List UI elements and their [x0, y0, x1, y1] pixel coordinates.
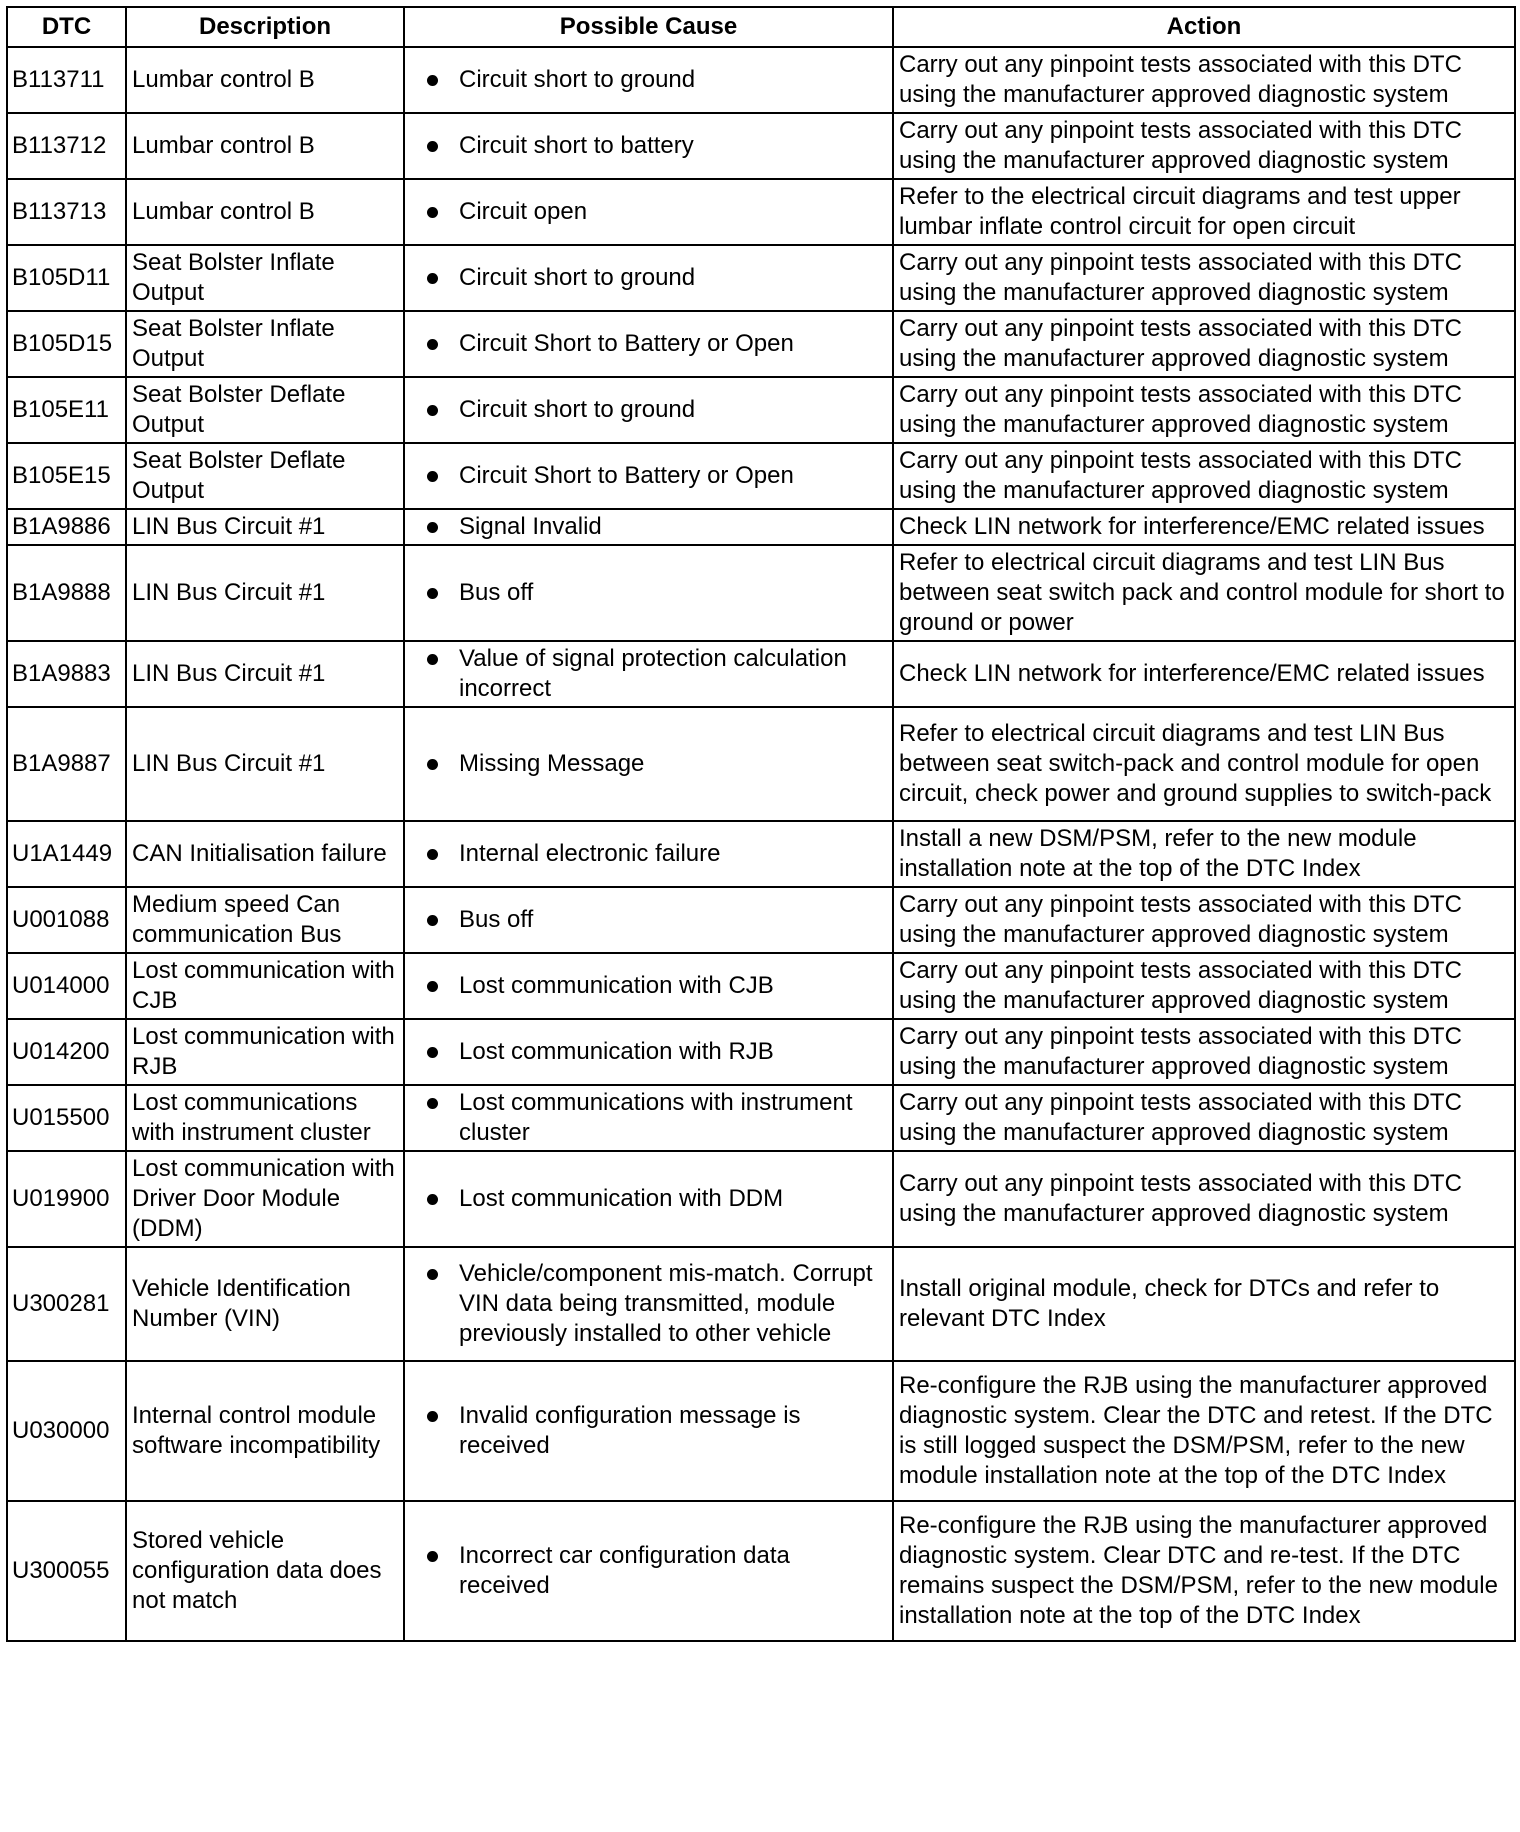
cause-text: Circuit Short to Battery or Open [459, 462, 794, 489]
cell-action: Re-configure the RJB using the manufacturer approved diagnostic system. Clear the DTC and retest. If the DTC is still logged suspect the DSM/PSM, refer to the new module installation note at the top of the DTC Index [893, 1361, 1515, 1501]
cause-text: Circuit Short to Battery or Open [459, 330, 794, 357]
table-row [7, 311, 1515, 377]
cell-possible-cause [404, 641, 893, 707]
cell-possible-cause [404, 311, 893, 377]
table-row [7, 1085, 1515, 1151]
cell-description: Seat Bolster Deflate Output [126, 377, 404, 443]
cause-bullet-item [427, 1541, 887, 1601]
cause-text: Circuit short to battery [459, 132, 694, 159]
cause-text: Value of signal protection calculation incorrect [459, 645, 847, 702]
cell-dtc-code: B1A9886 [7, 509, 126, 545]
cause-bullet-item [427, 263, 887, 293]
cause-text: Bus off [459, 579, 534, 606]
cell-action: Carry out any pinpoint tests associated with this DTC using the manufacturer approved diagnostic system [893, 245, 1515, 311]
table-row [7, 641, 1515, 707]
table-row [7, 1361, 1515, 1501]
cell-possible-cause [404, 707, 893, 821]
cell-action: Carry out any pinpoint tests associated with this DTC using the manufacturer approved diagnostic system [893, 311, 1515, 377]
cell-description: Stored vehicle configuration data does not match [126, 1501, 404, 1641]
cell-possible-cause [404, 953, 893, 1019]
cause-bullet-item [427, 578, 887, 608]
cell-action: Re-configure the RJB using the manufacturer approved diagnostic system. Clear DTC and re-test. If the DTC remains suspect the DSM/PSM, refer to the new module installation note at the top of the DTC Index [893, 1501, 1515, 1641]
cell-dtc-code: U030000 [7, 1361, 126, 1501]
table-row [7, 887, 1515, 953]
cause-text: Vehicle/component mis-match. Corrupt VIN data being transmitted, module previously installed to other vehicle [459, 1260, 873, 1347]
header-description: Description [126, 7, 404, 47]
table-header-row [7, 7, 1515, 47]
cell-action: Install original module, check for DTCs and refer to relevant DTC Index [893, 1247, 1515, 1361]
cause-bullet-item [427, 1259, 887, 1349]
cause-bullet-item [427, 1184, 887, 1214]
bullet-icon [427, 405, 438, 416]
cell-possible-cause [404, 1361, 893, 1501]
cell-action: Carry out any pinpoint tests associated with this DTC using the manufacturer approved diagnostic system [893, 47, 1515, 113]
cell-action: Check LIN network for interference/EMC related issues [893, 641, 1515, 707]
cause-text: Missing Message [459, 750, 645, 777]
cell-dtc-code: U001088 [7, 887, 126, 953]
cause-bullet-item [427, 512, 887, 542]
cause-bullet-item [427, 65, 887, 95]
cell-action: Carry out any pinpoint tests associated with this DTC using the manufacturer approved diagnostic system [893, 377, 1515, 443]
cause-text: Invalid configuration message is received [459, 1402, 801, 1459]
cell-action: Install a new DSM/PSM, refer to the new module installation note at the top of the DTC Index [893, 821, 1515, 887]
cell-dtc-code: U014000 [7, 953, 126, 1019]
table-row [7, 1247, 1515, 1361]
cell-description: LIN Bus Circuit #1 [126, 707, 404, 821]
cause-bullet-item [427, 1037, 887, 1067]
bullet-icon [427, 1194, 438, 1205]
table-row [7, 707, 1515, 821]
cause-bullet-item [427, 329, 887, 359]
cell-description: Internal control module software incompatibility [126, 1361, 404, 1501]
cell-description: Lost communications with instrument cluster [126, 1085, 404, 1151]
bullet-icon [427, 588, 438, 599]
cell-possible-cause [404, 1019, 893, 1085]
cell-possible-cause [404, 113, 893, 179]
cell-possible-cause [404, 887, 893, 953]
cell-description: Seat Bolster Deflate Output [126, 443, 404, 509]
cell-possible-cause [404, 1247, 893, 1361]
bullet-icon [427, 654, 438, 665]
cell-description: LIN Bus Circuit #1 [126, 509, 404, 545]
cause-text: Lost communications with instrument cluster [459, 1089, 853, 1146]
table-row [7, 1151, 1515, 1247]
cell-action: Carry out any pinpoint tests associated with this DTC using the manufacturer approved diagnostic system [893, 1019, 1515, 1085]
cell-description: CAN Initialisation failure [126, 821, 404, 887]
cell-dtc-code: B105D11 [7, 245, 126, 311]
bullet-icon [427, 1098, 438, 1109]
table-row [7, 545, 1515, 641]
cell-action: Carry out any pinpoint tests associated with this DTC using the manufacturer approved diagnostic system [893, 953, 1515, 1019]
cause-bullet-item [427, 461, 887, 491]
table-row [7, 113, 1515, 179]
cell-action: Refer to the electrical circuit diagrams and test upper lumbar inflate control circuit for open circuit [893, 179, 1515, 245]
cell-action: Carry out any pinpoint tests associated with this DTC using the manufacturer approved diagnostic system [893, 443, 1515, 509]
bullet-icon [427, 981, 438, 992]
cell-dtc-code: B113711 [7, 47, 126, 113]
cause-bullet-item [427, 644, 887, 704]
table-row [7, 179, 1515, 245]
cell-description: Seat Bolster Inflate Output [126, 245, 404, 311]
cell-dtc-code: B1A9888 [7, 545, 126, 641]
cell-description: LIN Bus Circuit #1 [126, 545, 404, 641]
table-row [7, 377, 1515, 443]
cause-bullet-item [427, 839, 887, 869]
cell-dtc-code: B105E15 [7, 443, 126, 509]
header-action: Action [893, 7, 1515, 47]
bullet-icon [427, 141, 438, 152]
cell-action: Carry out any pinpoint tests associated with this DTC using the manufacturer approved diagnostic system [893, 1151, 1515, 1247]
cell-possible-cause [404, 1085, 893, 1151]
cause-bullet-item [427, 971, 887, 1001]
cause-bullet-item [427, 905, 887, 935]
cell-action: Refer to electrical circuit diagrams and test LIN Bus between seat switch pack and control module for short to ground or power [893, 545, 1515, 641]
table-row [7, 1501, 1515, 1641]
cause-text: Lost communication with DDM [459, 1185, 784, 1212]
bullet-icon [427, 1551, 438, 1562]
cause-text: Circuit short to ground [459, 396, 696, 423]
cell-dtc-code: B113713 [7, 179, 126, 245]
cause-bullet-item [427, 197, 887, 227]
cell-possible-cause [404, 443, 893, 509]
bullet-icon [427, 471, 438, 482]
cell-dtc-code: U015500 [7, 1085, 126, 1151]
cell-possible-cause [404, 821, 893, 887]
cause-text: Incorrect car configuration data received [459, 1542, 790, 1599]
cell-possible-cause [404, 545, 893, 641]
dtc-table-wrapper [6, 6, 1514, 1642]
cell-dtc-code: B105E11 [7, 377, 126, 443]
cause-text: Lost communication with RJB [459, 1038, 774, 1065]
cause-text: Circuit open [459, 198, 588, 225]
table-body [7, 47, 1515, 1641]
bullet-icon [427, 1269, 438, 1280]
bullet-icon [427, 339, 438, 350]
cell-description: Medium speed Can communication Bus [126, 887, 404, 953]
cell-possible-cause [404, 47, 893, 113]
cell-possible-cause [404, 1501, 893, 1641]
header-possible-cause: Possible Cause [404, 7, 893, 47]
cell-possible-cause [404, 377, 893, 443]
bullet-icon [427, 915, 438, 926]
bullet-icon [427, 1411, 438, 1422]
table-row [7, 509, 1515, 545]
bullet-icon [427, 273, 438, 284]
table-row [7, 443, 1515, 509]
cause-bullet-item [427, 1088, 887, 1148]
cause-bullet-item [427, 395, 887, 425]
cell-action: Carry out any pinpoint tests associated with this DTC using the manufacturer approved diagnostic system [893, 113, 1515, 179]
cause-bullet-item [427, 1401, 887, 1461]
cause-text: Internal electronic failure [459, 840, 721, 867]
cell-dtc-code: U019900 [7, 1151, 126, 1247]
table-row [7, 821, 1515, 887]
cause-text: Signal Invalid [459, 513, 602, 540]
cell-dtc-code: U300281 [7, 1247, 126, 1361]
cell-possible-cause [404, 509, 893, 545]
cell-dtc-code: U014200 [7, 1019, 126, 1085]
table-row [7, 47, 1515, 113]
bullet-icon [427, 849, 438, 860]
cause-text: Bus off [459, 906, 534, 933]
table-row [7, 953, 1515, 1019]
table-row [7, 245, 1515, 311]
bullet-icon [427, 207, 438, 218]
cell-description: Lost communication with RJB [126, 1019, 404, 1085]
cell-description: Lumbar control B [126, 179, 404, 245]
cell-possible-cause [404, 1151, 893, 1247]
cell-dtc-code: U1A1449 [7, 821, 126, 887]
cause-text: Lost communication with CJB [459, 972, 774, 999]
cause-text: Circuit short to ground [459, 66, 696, 93]
cause-bullet-item [427, 749, 887, 779]
cell-description: Lost communication with CJB [126, 953, 404, 1019]
cell-possible-cause [404, 179, 893, 245]
cause-bullet-item [427, 131, 887, 161]
cell-description: Lumbar control B [126, 47, 404, 113]
cell-action: Carry out any pinpoint tests associated with this DTC using the manufacturer approved diagnostic system [893, 887, 1515, 953]
cell-dtc-code: B1A9883 [7, 641, 126, 707]
header-dtc: DTC [7, 7, 126, 47]
cell-dtc-code: B113712 [7, 113, 126, 179]
cell-description: LIN Bus Circuit #1 [126, 641, 404, 707]
cell-description: Lost communication with Driver Door Module (DDM) [126, 1151, 404, 1247]
cell-dtc-code: B105D15 [7, 311, 126, 377]
bullet-icon [427, 75, 438, 86]
cause-text: Circuit short to ground [459, 264, 696, 291]
bullet-icon [427, 522, 438, 533]
cell-action: Check LIN network for interference/EMC related issues [893, 509, 1515, 545]
cell-description: Seat Bolster Inflate Output [126, 311, 404, 377]
cell-dtc-code: U300055 [7, 1501, 126, 1641]
cell-possible-cause [404, 245, 893, 311]
dtc-table [6, 6, 1516, 1642]
cell-action: Carry out any pinpoint tests associated with this DTC using the manufacturer approved diagnostic system [893, 1085, 1515, 1151]
cell-description: Vehicle Identification Number (VIN) [126, 1247, 404, 1361]
table-row [7, 1019, 1515, 1085]
cell-dtc-code: B1A9887 [7, 707, 126, 821]
cell-description: Lumbar control B [126, 113, 404, 179]
cell-action: Refer to electrical circuit diagrams and test LIN Bus between seat switch-pack and control module for open circuit, check power and ground supplies to switch-pack [893, 707, 1515, 821]
bullet-icon [427, 759, 438, 770]
bullet-icon [427, 1047, 438, 1058]
